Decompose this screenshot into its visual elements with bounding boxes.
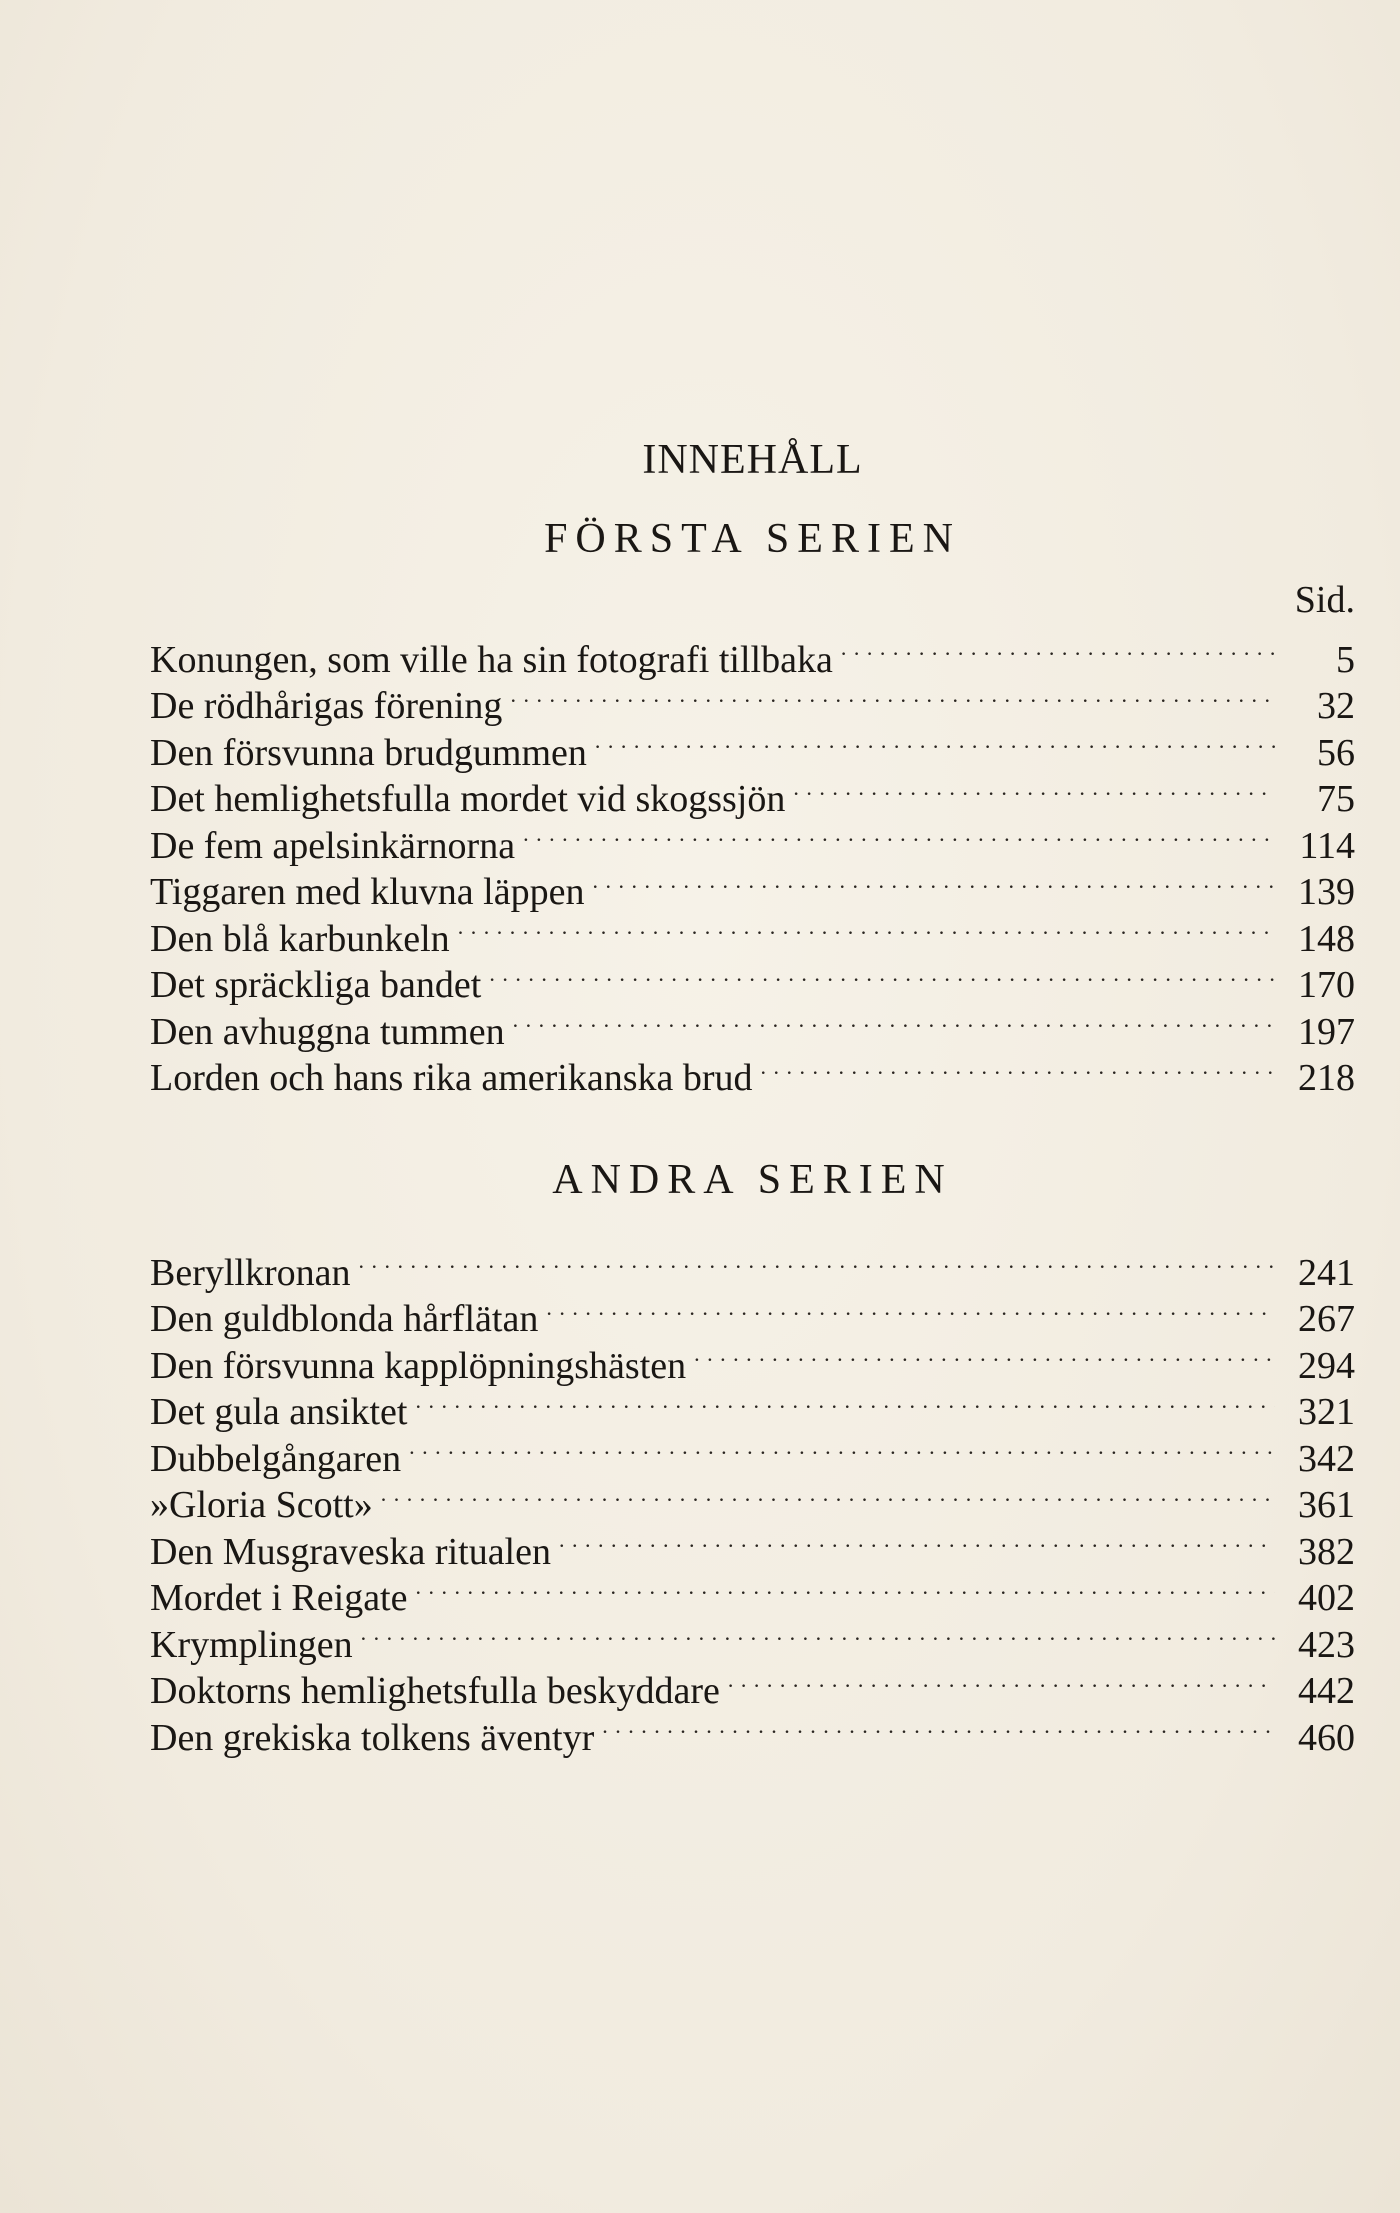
entry-page: 342 (1298, 1437, 1355, 1480)
dot-leader (559, 1517, 1275, 1564)
entry-page: 139 (1298, 871, 1355, 913)
entry-title: Beryllkronan (150, 1251, 351, 1294)
entry-title: De rödhårigas förening (150, 685, 503, 727)
series-title-first: FÖRSTA SERIEN (544, 516, 961, 562)
dot-leader (761, 1044, 1275, 1091)
entry-list-first (150, 625, 1355, 1099)
page-title: INNEHÅLL (642, 437, 863, 483)
entry-title: Tiggaren med kluvna läppen (150, 871, 585, 913)
entry-title: Krymplingen (150, 1623, 353, 1666)
entry-page: 218 (1298, 1057, 1355, 1099)
entry-title: Den guldblonda hårflätan (150, 1298, 539, 1340)
dot-leader (415, 1378, 1275, 1425)
dot-leader (793, 765, 1275, 812)
entry-page: 294 (1298, 1344, 1355, 1387)
entry-title: Den försvunna brudgummen (150, 731, 587, 774)
entry-page: 423 (1298, 1623, 1355, 1666)
toc-entry[interactable] (150, 625, 1355, 681)
dot-leader (694, 1331, 1275, 1378)
entry-page: 442 (1298, 1670, 1355, 1712)
entry-page: 170 (1298, 964, 1355, 1006)
entry-title: Det spräckliga bandet (150, 964, 482, 1006)
entry-title: Doktorns hemlighetsfulla beskyddare (150, 1670, 720, 1712)
entry-page: 241 (1298, 1251, 1355, 1294)
series-title-second: ANDRA SERIEN (552, 1157, 953, 1203)
dot-leader (592, 858, 1275, 905)
dot-leader (409, 1424, 1275, 1471)
dot-leader (458, 904, 1275, 951)
entry-page: 460 (1298, 1716, 1355, 1759)
entry-page: 56 (1317, 731, 1355, 774)
entry-title: Den blå karbunkeln (150, 917, 450, 960)
entry-title: Det gula ansiktet (150, 1391, 408, 1433)
dot-leader (602, 1703, 1275, 1750)
entry-title: Den Musgraveska ritualen (150, 1530, 551, 1573)
table-of-contents (150, 425, 1355, 1759)
dot-leader (728, 1657, 1275, 1704)
entry-title: Dubbelgångaren (150, 1437, 402, 1480)
entry-page: 5 (1336, 638, 1355, 681)
entry-title: »Gloria Scott» (150, 1484, 373, 1526)
entry-title: De fem apelsinkärnorna (150, 824, 516, 867)
entry-page: 267 (1298, 1298, 1355, 1340)
entry-title: Konungen, som ville ha sin fotografi tillbaka (150, 638, 833, 681)
entry-page: 361 (1298, 1484, 1355, 1526)
entry-page: 402 (1298, 1577, 1355, 1619)
toc-entry[interactable] (150, 1238, 1355, 1294)
entry-page: 148 (1298, 917, 1355, 960)
dot-leader (523, 811, 1275, 858)
entry-page: 321 (1298, 1391, 1355, 1433)
entry-title: Det hemlighetsfulla mordet vid skogssjön (150, 778, 786, 820)
page-column-label: Sid. (1294, 579, 1355, 621)
entry-title: Den avhuggna tummen (150, 1010, 505, 1053)
entry-list-second (150, 1238, 1355, 1759)
dot-leader (415, 1564, 1275, 1611)
entry-title: Mordet i Reigate (150, 1577, 408, 1619)
dot-leader (381, 1471, 1275, 1518)
dot-leader (359, 1238, 1275, 1285)
entry-page: 32 (1317, 685, 1355, 727)
dot-leader (595, 718, 1275, 765)
dot-leader (841, 625, 1275, 672)
entry-title: Lorden och hans rika amerikanska brud (150, 1057, 753, 1099)
dot-leader (546, 1285, 1275, 1332)
entry-page: 382 (1298, 1530, 1355, 1573)
dot-leader (489, 951, 1275, 998)
dot-leader (510, 672, 1275, 719)
entry-title: Den försvunna kapplöpningshästen (150, 1344, 687, 1387)
dot-leader (361, 1610, 1275, 1657)
entry-page: 75 (1317, 778, 1355, 820)
dot-leader (513, 997, 1275, 1044)
entry-title: Den grekiska tolkens äventyr (150, 1716, 595, 1759)
section-spacer (150, 1210, 1355, 1238)
entry-page: 114 (1299, 824, 1355, 867)
entry-page: 197 (1298, 1010, 1355, 1053)
